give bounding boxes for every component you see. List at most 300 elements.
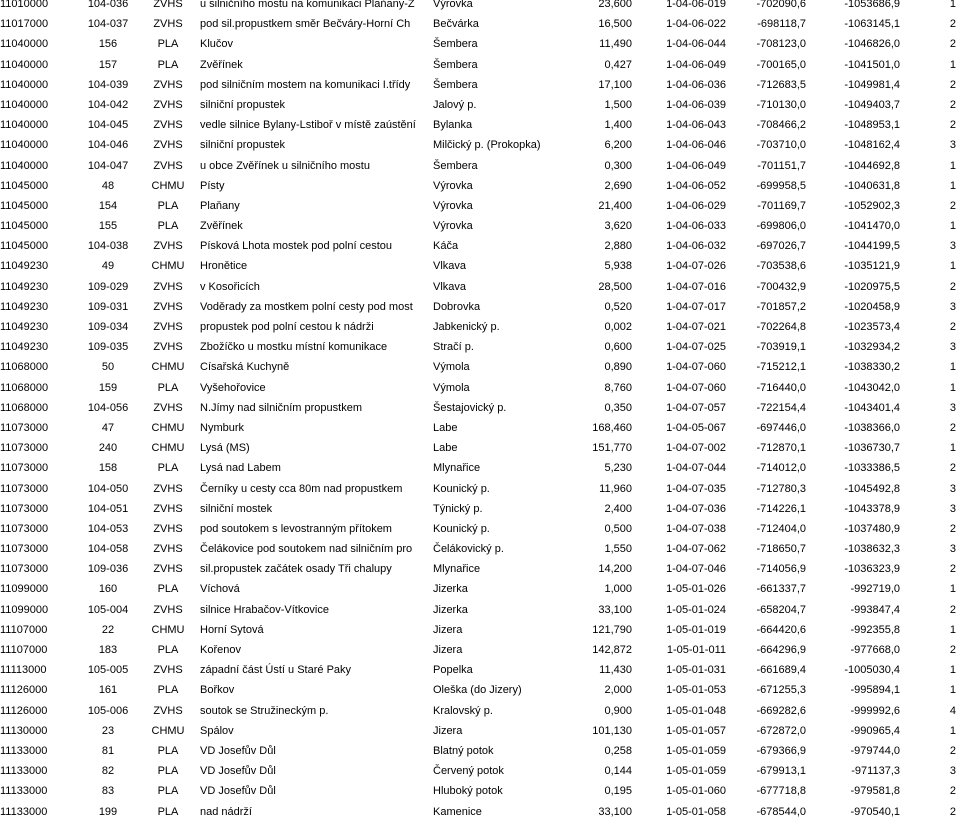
cell-hydrological-order: 1-05-01-024 — [666, 603, 726, 616]
cell-category: 3 — [949, 341, 956, 354]
table-row — [0, 519, 960, 539]
cell-category: 2 — [949, 522, 956, 535]
cell-basin-code: 11073000 — [0, 522, 49, 535]
cell-operator: PLA — [157, 38, 179, 51]
table-row — [0, 176, 960, 196]
cell-operator: ZVHS — [153, 98, 183, 111]
cell-location: Zbožíčko u mostku místní komunikace — [200, 341, 388, 354]
cell-operator: ZVHS — [153, 341, 183, 354]
cell-category: 3 — [949, 482, 956, 495]
cell-operator: CHMU — [151, 260, 185, 273]
cell-station-id: 109-031 — [87, 300, 129, 313]
cell-hydrological-order: 1-04-07-025 — [666, 341, 726, 354]
table-row — [0, 418, 960, 438]
cell-category: 3 — [949, 139, 956, 152]
cell-category: 1 — [949, 664, 956, 677]
cell-coord-x: -661337,7 — [756, 583, 806, 596]
cell-basin-code: 11073000 — [0, 442, 49, 455]
table-row — [0, 34, 960, 54]
cell-basin-code: 11133000 — [0, 765, 48, 778]
cell-station-id: 104-038 — [87, 240, 129, 253]
cell-stream: Jizera — [433, 623, 463, 636]
cell-hydrological-order: 1-04-07-026 — [666, 260, 726, 273]
cell-station-id: 157 — [98, 58, 118, 71]
table-row — [0, 620, 960, 640]
cell-operator: ZVHS — [153, 18, 183, 31]
cell-category: 1 — [949, 260, 956, 273]
cell-stream: Týnický p. — [433, 502, 483, 515]
cell-location: Černíky u cesty cca 80m nad propustkem — [200, 482, 403, 495]
cell-station-id: 23 — [101, 724, 115, 737]
cell-location: Nymburk — [200, 421, 245, 434]
cell-stream: Výrovka — [433, 199, 473, 212]
cell-stream: Jalový p. — [433, 98, 477, 111]
cell-location: Klučov — [200, 38, 234, 51]
cell-river-km: 0,600 — [604, 341, 632, 354]
cell-river-km: 121,790 — [592, 623, 632, 636]
cell-category: 1 — [949, 0, 956, 10]
cell-basin-code: 11107000 — [0, 623, 48, 636]
cell-basin-code: 11133000 — [0, 785, 48, 798]
cell-location: u silničního mostu na komunikaci Plaňany-Z — [200, 0, 415, 10]
table-row — [0, 660, 960, 680]
cell-stream: Šembera — [433, 159, 478, 172]
cell-category: 2 — [949, 744, 956, 757]
cell-stream: Vlkava — [433, 260, 467, 273]
cell-hydrological-order: 1-04-06-049 — [666, 58, 726, 71]
cell-stream: Kounický p. — [433, 522, 490, 535]
cell-operator: ZVHS — [153, 240, 183, 253]
cell-basin-code: 11045000 — [0, 179, 49, 192]
table-row — [0, 398, 960, 418]
cell-category: 2 — [949, 38, 956, 51]
cell-hydrological-order: 1-04-07-057 — [666, 401, 726, 414]
cell-hydrological-order: 1-04-07-060 — [666, 361, 726, 374]
table-row — [0, 337, 960, 357]
cell-station-id: 82 — [101, 765, 115, 778]
cell-hydrological-order: 1-04-07-035 — [666, 482, 726, 495]
cell-hydrological-order: 1-04-06-046 — [666, 139, 726, 152]
table-row — [0, 14, 960, 34]
cell-stream: Mlynařice — [433, 462, 481, 475]
cell-river-km: 151,770 — [592, 442, 632, 455]
cell-coord-x: -661689,4 — [756, 664, 806, 677]
cell-basin-code: 11017000 — [0, 18, 49, 31]
cell-coord-y: -1063145,1 — [844, 18, 900, 31]
cell-river-km: 0,350 — [604, 401, 632, 414]
cell-coord-y: -1038632,3 — [844, 543, 900, 556]
cell-category: 2 — [949, 98, 956, 111]
table-row — [0, 600, 960, 620]
cell-coord-x: -716440,0 — [756, 381, 806, 394]
cell-coord-x: -712683,5 — [756, 78, 806, 91]
cell-river-km: 0,900 — [604, 704, 632, 717]
cell-hydrological-order: 1-04-07-021 — [666, 321, 726, 333]
cell-coord-x: -722154,4 — [756, 401, 806, 414]
cell-basin-code: 11130000 — [0, 724, 48, 737]
cell-river-km: 0,300 — [604, 159, 632, 172]
cell-hydrological-order: 1-05-01-048 — [666, 704, 726, 717]
cell-hydrological-order: 1-05-01-026 — [666, 583, 726, 596]
cell-basin-code: 11045000 — [0, 240, 49, 253]
cell-river-km: 1,000 — [604, 583, 632, 596]
cell-river-km: 142,872 — [592, 644, 632, 656]
cell-basin-code: 11099000 — [0, 583, 49, 596]
cell-station-id: 104-036 — [87, 0, 129, 10]
cell-basin-code: 11099000 — [0, 603, 49, 616]
cell-station-id: 105-004 — [87, 603, 129, 616]
cell-station-id: 81 — [101, 744, 115, 757]
cell-river-km: 168,460 — [592, 421, 632, 434]
cell-operator: ZVHS — [153, 543, 183, 556]
table-row — [0, 156, 960, 176]
cell-basin-code: 11073000 — [0, 482, 49, 495]
table-row — [0, 438, 960, 458]
cell-operator: PLA — [157, 462, 179, 475]
cell-station-id: 161 — [98, 684, 118, 697]
cell-basin-code: 11049230 — [0, 300, 49, 313]
cell-category: 2 — [949, 644, 956, 656]
cell-stream: Blatný potok — [433, 744, 494, 757]
table-row — [0, 802, 960, 822]
cell-operator: CHMU — [151, 361, 185, 374]
cell-category: 1 — [949, 684, 956, 697]
cell-operator: ZVHS — [153, 119, 183, 132]
cell-location: VD Josefův Důl — [200, 785, 276, 798]
cell-stream: Mlynařice — [433, 563, 481, 576]
cell-stream: Kounický p. — [433, 482, 490, 495]
cell-category: 2 — [949, 280, 956, 293]
cell-station-id: 104-045 — [87, 119, 129, 132]
cell-stream: Stračí p. — [433, 341, 474, 354]
cell-station-id: 104-056 — [87, 401, 129, 414]
cell-coord-x: -672872,0 — [756, 724, 806, 737]
cell-location: VD Josefův Důl — [200, 744, 276, 757]
table-row — [0, 721, 960, 741]
cell-station-id: 104-047 — [87, 159, 129, 172]
cell-basin-code: 11045000 — [0, 199, 49, 212]
cell-coord-y: -1033386,5 — [844, 462, 900, 475]
cell-location: VD Josefův Důl — [200, 765, 276, 778]
cell-station-id: 47 — [101, 421, 115, 434]
cell-river-km: 33,100 — [598, 805, 632, 818]
cell-location: Lysá nad Labem — [200, 462, 281, 475]
cell-operator: CHMU — [151, 179, 185, 192]
cell-operator: PLA — [157, 765, 179, 778]
cell-hydrological-order: 1-04-06-039 — [666, 98, 726, 111]
cell-station-id: 104-051 — [87, 502, 129, 515]
cell-operator: ZVHS — [153, 78, 183, 91]
cell-category: 2 — [949, 785, 956, 798]
cell-basin-code: 11040000 — [0, 78, 49, 91]
cell-coord-y: -1053686,9 — [844, 0, 900, 10]
cell-category: 2 — [949, 421, 956, 434]
cell-station-id: 105-005 — [87, 664, 129, 677]
cell-coord-x: -671255,3 — [756, 684, 806, 697]
cell-operator: PLA — [157, 58, 179, 71]
cell-operator: PLA — [157, 805, 179, 818]
cell-coord-y: -1044199,5 — [844, 240, 900, 253]
cell-coord-y: -1038330,2 — [844, 361, 900, 374]
cell-stream: Šembera — [433, 38, 478, 51]
cell-category: 1 — [949, 179, 956, 192]
cell-hydrological-order: 1-04-06-044 — [666, 38, 726, 51]
table-row — [0, 680, 960, 700]
cell-basin-code: 11040000 — [0, 38, 49, 51]
table-row — [0, 479, 960, 499]
cell-coord-y: -1046826,0 — [844, 38, 900, 51]
cell-coord-y: -1040631,8 — [844, 179, 900, 192]
cell-stream: Labe — [433, 421, 458, 434]
cell-river-km: 1,400 — [604, 119, 632, 132]
cell-basin-code: 11133000 — [0, 805, 48, 818]
cell-station-id: 105-006 — [87, 704, 129, 717]
cell-category: 1 — [949, 220, 956, 233]
cell-river-km: 11,490 — [599, 38, 632, 51]
cell-category: 1 — [949, 58, 956, 71]
cell-river-km: 3,620 — [604, 220, 632, 233]
cell-location: nad nádrží — [200, 805, 252, 818]
cell-hydrological-order: 1-04-06-022 — [666, 18, 726, 31]
cell-stream: Vlkava — [433, 280, 467, 293]
cell-coord-y: -1048953,1 — [844, 119, 900, 132]
cell-station-id: 104-042 — [87, 98, 129, 111]
cell-hydrological-order: 1-04-06-032 — [666, 240, 726, 253]
table-row — [0, 135, 960, 155]
cell-station-id: 104-058 — [87, 543, 129, 556]
cell-stream: Šembera — [433, 78, 478, 91]
cell-category: 3 — [949, 401, 956, 414]
cell-stream: Milčický p. (Prokopka) — [433, 139, 541, 152]
table-row — [0, 378, 960, 398]
cell-category: 1 — [949, 361, 956, 374]
cell-river-km: 2,690 — [604, 179, 632, 192]
table-row — [0, 216, 960, 236]
cell-coord-x: -697026,7 — [756, 240, 806, 253]
cell-coord-y: -1043378,9 — [844, 502, 900, 515]
cell-category: 1 — [949, 381, 956, 394]
cell-operator: PLA — [157, 381, 179, 394]
cell-stream: Hluboký potok — [433, 785, 503, 798]
cell-coord-x: -679366,9 — [756, 744, 806, 757]
cell-coord-y: -993847,4 — [850, 603, 900, 616]
table-row — [0, 0, 960, 14]
cell-stream: Červený potok — [433, 765, 504, 778]
cell-station-id: 160 — [98, 583, 118, 596]
cell-coord-y: -971137,3 — [851, 765, 900, 778]
cell-coord-x: -700165,0 — [756, 58, 806, 71]
cell-coord-x: -664296,9 — [756, 644, 806, 656]
cell-stream: Čelákovický p. — [433, 543, 504, 556]
cell-coord-x: -714056,9 — [756, 563, 806, 576]
cell-category: 2 — [949, 78, 956, 91]
cell-coord-x: -710130,0 — [756, 98, 806, 111]
table-row — [0, 761, 960, 781]
cell-basin-code: 11068000 — [0, 361, 49, 374]
cell-coord-x: -664420,6 — [756, 623, 806, 636]
cell-operator: PLA — [157, 220, 179, 233]
table-row — [0, 55, 960, 75]
cell-stream: Šembera — [433, 58, 478, 71]
cell-operator: ZVHS — [153, 522, 183, 535]
cell-operator: ZVHS — [153, 280, 183, 293]
cell-category: 3 — [949, 240, 956, 253]
cell-coord-y: -1037480,9 — [844, 522, 900, 535]
cell-basin-code: 11126000 — [0, 684, 48, 697]
cell-stream: Výmola — [433, 381, 470, 394]
cell-category: 3 — [949, 765, 956, 778]
cell-coord-y: -977668,0 — [850, 644, 900, 656]
cell-station-id: 240 — [98, 442, 118, 455]
cell-basin-code: 11049230 — [0, 260, 49, 273]
cell-coord-x: -669282,6 — [756, 704, 806, 717]
cell-category: 2 — [949, 563, 956, 576]
cell-basin-code: 11049230 — [0, 341, 49, 354]
cell-coord-y: -1005030,4 — [844, 664, 900, 677]
cell-coord-x: -702090,6 — [756, 0, 806, 10]
cell-hydrological-order: 1-04-07-062 — [666, 543, 726, 556]
cell-hydrological-order: 1-04-07-044 — [666, 462, 726, 475]
cell-category: 1 — [949, 724, 956, 737]
cell-coord-x: -701169,7 — [757, 199, 806, 212]
cell-stream: Kamenice — [433, 805, 482, 818]
table-row — [0, 256, 960, 276]
cell-hydrological-order: 1-05-01-031 — [666, 664, 726, 677]
cell-river-km: 5,938 — [604, 260, 632, 273]
cell-category: 2 — [949, 462, 956, 475]
table-row — [0, 297, 960, 317]
cell-station-id: 109-035 — [87, 341, 129, 354]
cell-stream: Káča — [433, 240, 459, 253]
cell-coord-y: -979744,0 — [850, 744, 900, 757]
cell-river-km: 0,002 — [604, 321, 632, 333]
cell-stream: Výrovka — [433, 179, 473, 192]
cell-coord-y: -990965,4 — [850, 724, 900, 737]
cell-coord-y: -1020458,9 — [844, 300, 900, 313]
cell-category: 1 — [949, 159, 956, 172]
cell-operator: ZVHS — [153, 603, 183, 616]
cell-hydrological-order: 1-05-01-058 — [666, 805, 726, 818]
cell-coord-x: -703919,1 — [756, 341, 806, 354]
cell-hydrological-order: 1-04-05-067 — [666, 421, 726, 434]
cell-category: 2 — [949, 603, 956, 616]
cell-location: Písty — [200, 179, 225, 192]
cell-coord-y: -1043401,4 — [844, 401, 900, 414]
cell-operator: ZVHS — [153, 300, 183, 313]
cell-operator: PLA — [157, 583, 179, 596]
cell-river-km: 0,195 — [604, 785, 632, 798]
cell-stream: Dobrovka — [433, 300, 481, 313]
cell-hydrological-order: 1-05-01-059 — [666, 765, 726, 778]
cell-stream: Jabkenický p. — [433, 321, 500, 333]
table-row — [0, 236, 960, 256]
cell-basin-code: 11040000 — [0, 139, 49, 152]
cell-coord-x: -677718,8 — [756, 785, 806, 798]
cell-river-km: 11,960 — [599, 482, 632, 495]
cell-basin-code: 11133000 — [0, 744, 48, 757]
cell-coord-y: -992719,0 — [850, 583, 900, 596]
cell-operator: ZVHS — [153, 321, 183, 333]
table-row — [0, 741, 960, 761]
cell-operator: CHMU — [151, 623, 185, 636]
cell-location: pod sil.propustkem směr Bečváry-Horní Ch — [200, 18, 411, 31]
cell-hydrological-order: 1-04-07-038 — [666, 522, 726, 535]
cell-operator: ZVHS — [153, 502, 183, 515]
cell-coord-x: -699806,0 — [756, 220, 806, 233]
cell-river-km: 8,760 — [604, 381, 632, 394]
cell-category: 3 — [949, 300, 956, 313]
cell-location: Zvěřínek — [200, 220, 243, 233]
cell-basin-code: 11068000 — [0, 401, 49, 414]
cell-coord-y: -1043042,0 — [844, 381, 900, 394]
cell-coord-y: -1044692,8 — [844, 159, 900, 172]
cell-location: vedle silnice Bylany-Lstiboř v místě zaústění — [200, 119, 416, 132]
cell-operator: ZVHS — [153, 704, 183, 717]
cell-location: v Kosořicích — [200, 280, 260, 293]
cell-coord-x: -701151,7 — [757, 159, 806, 172]
cell-river-km: 0,520 — [604, 300, 632, 313]
cell-station-id: 104-046 — [87, 139, 129, 152]
cell-river-km: 1,500 — [604, 98, 632, 111]
cell-hydrological-order: 1-04-07-046 — [666, 563, 726, 576]
cell-river-km: 17,100 — [598, 78, 632, 91]
cell-coord-y: -1041501,0 — [844, 58, 900, 71]
cell-coord-x: -718650,7 — [756, 543, 806, 556]
cell-station-id: 104-053 — [87, 522, 129, 535]
table-row — [0, 196, 960, 216]
cell-location: Bořkov — [200, 684, 235, 697]
table-row — [0, 95, 960, 115]
table-row — [0, 357, 960, 377]
cell-stream: Bylanka — [433, 119, 473, 132]
cell-river-km: 2,400 — [604, 502, 632, 515]
cell-stream: Kralovský p. — [433, 704, 493, 717]
table-row — [0, 277, 960, 297]
table-row — [0, 317, 960, 337]
cell-hydrological-order: 1-04-06-033 — [666, 220, 726, 233]
cell-hydrological-order: 1-04-06-049 — [666, 159, 726, 172]
cell-coord-x: -699958,5 — [756, 179, 806, 192]
cell-coord-x: -712780,3 — [756, 482, 806, 495]
cell-coord-y: -1023573,4 — [844, 321, 900, 333]
cell-location: Čelákovice pod soutokem nad silničním pro — [200, 543, 413, 556]
cell-coord-y: -1041470,0 — [844, 220, 900, 233]
cell-river-km: 6,200 — [604, 139, 632, 152]
cell-basin-code: 11073000 — [0, 421, 49, 434]
table-row — [0, 499, 960, 519]
cell-location: Plaňany — [200, 199, 240, 212]
cell-operator: PLA — [157, 644, 179, 656]
cell-basin-code: 11049230 — [0, 280, 49, 293]
cell-location: Zvěřínek — [200, 58, 243, 71]
cell-location: Vyšehořovice — [200, 381, 266, 394]
table-row — [0, 115, 960, 135]
cell-basin-code: 11073000 — [0, 502, 49, 515]
cell-river-km: 23,600 — [598, 0, 632, 10]
cell-station-id: 109-034 — [87, 321, 129, 333]
cell-hydrological-order: 1-04-07-016 — [666, 280, 726, 293]
cell-category: 3 — [949, 543, 956, 556]
cell-hydrological-order: 1-04-06-029 — [666, 199, 726, 212]
cell-coord-x: -708466,2 — [756, 119, 806, 132]
cell-hydrological-order: 1-05-01-057 — [666, 724, 726, 737]
cell-river-km: 1,550 — [604, 543, 632, 556]
cell-coord-y: -999992,6 — [850, 704, 900, 717]
cell-station-id: 83 — [101, 785, 115, 798]
cell-coord-y: -995894,1 — [850, 684, 900, 697]
cell-river-km: 0,427 — [604, 58, 632, 71]
table-row — [0, 640, 960, 660]
